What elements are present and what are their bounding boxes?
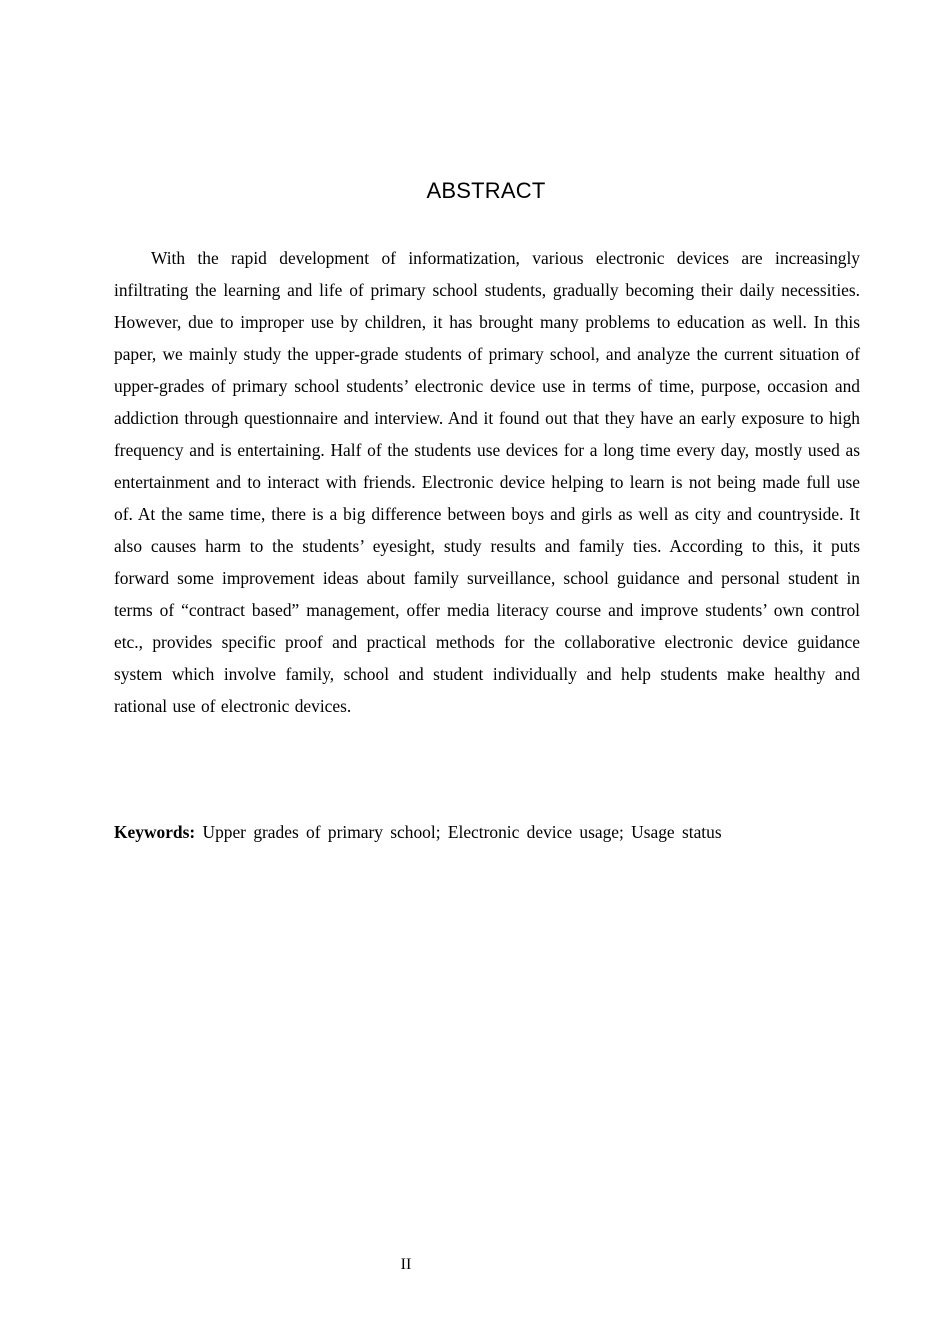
keywords-text: Upper grades of primary school; Electronic device usage; Usage status: [202, 822, 722, 842]
page-number: II: [400, 1256, 412, 1273]
keywords-label: Keywords:: [114, 822, 196, 842]
abstract-body: With the rapid development of informatization, various electronic devices are increasingly infiltrating the learning and life of primary school students, gradually becoming their daily necessities. However, due to improper use by children, it has brought many problems to education as well. In this paper, we mainly study the upper-grade students of primary school, and analyze the current situation of upper-grades of primary school students’ electronic device use in terms of time, purpose, occasion and addiction through questionnaire and interview. And it found out that they have an early exposure to high frequency and is entertaining. Half of the students use devices for a long time every day, mostly used as entertainment and to interact with friends. Electronic device helping to learn is not being made full use of. At the same time, there is a big difference between boys and girls as well as city and countryside. It also causes harm to the students’ eyesight, study results and family ties. According to this, it puts forward some improvement ideas about family surveillance, school guidance and personal student in terms of “contract based” management, offer media literacy course and improve students’ own control etc., provides specific proof and practical methods for the collaborative electronic device guidance system which involve family, school and student individually and help students make healthy and rational use of electronic devices.: [114, 248, 860, 716]
abstract-title: ABSTRACT: [426, 178, 546, 203]
keywords-line: [114, 816, 860, 848]
